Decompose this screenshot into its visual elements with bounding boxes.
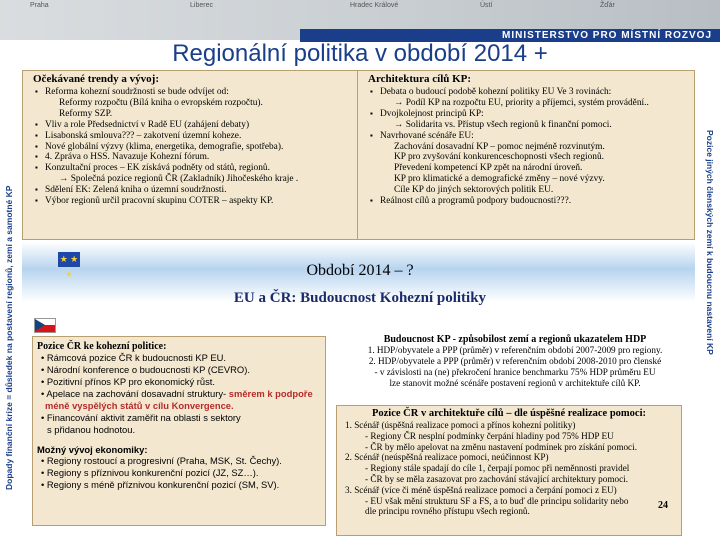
list-item: ▪ Reforma kohezní soudržnosti se bude odvíjet od: [45,87,361,98]
list-item: ▪ Dvojkolejnost principů KP: [380,109,694,120]
list-item: ▪ Výbor regionů určil pracovní skupinu COTER – aspekty KP. [45,196,361,207]
list-item: Reformy rozpočtu (Bílá kniha o evropském rozpočtu). [59,97,263,108]
period-title: Období 2014 – ? [306,262,414,279]
list-item: • Pozitivní přínos KP pro ekonomický růst. [41,376,216,387]
right-side-caption: Pozice jiných členských zemí k budoucnu nastavení KP [705,130,715,355]
left-side-caption: Dopady finanční krize = důsledek na postavení regionů, zemí a samotné KP [4,185,14,490]
list-item: ▪ Lisabonská smlouva??? – zakotvení územní koheze. [45,131,361,142]
list-item: ▪ Konzultační proces – EK získává podněty od států, regionů. [45,163,361,174]
list-item: ▪ Debata o budoucí podobě kohezní politiky EU Ve 3 rovinách: [380,87,694,98]
list-item: • Apelace na zachování dosavadní struktury- směrem k podpoře méně vyspělých států v cílu Konvergence. [41,388,313,411]
cz-architecture-box [336,405,682,536]
text-line: 1. HDP/obyvatele a PPP (průměr) v referenčním období 2007-2009 pro regiony. [367,345,663,355]
list-item: Převedení kompetencí KP zpět na národní úroveň. [394,163,583,174]
map-label: Hradec Králové [350,2,399,9]
list-item: s přidanou hodnotou. [47,424,136,435]
eligibility-heading: Budoucnost KP - způsobilost zemí a regionů ukazatelem HDP [383,334,647,345]
list-item: • Národní konference o budoucnosti KP (CEVRO). [41,364,250,375]
list-item: Cíle KP do jiných sektorových politik EU. [394,185,554,196]
eu-flag-icon: ★ ★ ★ [59,254,79,279]
expected-trends-box [22,70,362,240]
list-item: KP pro zvyšování konkurenceschopnosti všech regionů. [394,152,605,163]
map-label: Praha [30,2,49,9]
list-item: → Podíl KP na rozpočtu EU, priority a příjemci, systém provádění.. [394,97,649,108]
text-line: 2. HDP/obyvatele a PPP (průměr) v referenčním období 2008-2010 pro členské [368,356,662,366]
list-item: • Regiony s příznivou konkurenční pozicí (JZ, SZ…). [41,467,259,478]
architecture-title: Architektura cílů KP: [368,73,472,85]
scenario-row: - Regiony ČR nesplní podmínky čerpání hladiny pod 75% HDP EU [365,430,614,441]
scenario-row: 3. Scénář (více či méně úspěšná realizace pomoci a čerpání pomoci z EU) [345,484,617,495]
map-label: Ústí [480,2,493,9]
list-item: • Rámcová pozice ČR k budoucnosti KP EU. [41,352,226,363]
scenario-row: - ČR by se měla zasazovat pro zachování stávající architektury pomoci. [365,473,629,484]
list-item: Reformy SZP. [59,108,113,119]
scenario-row: - Regiony stále spadají do cíle 1, čerpají pomoc při neměnnosti pravidel [365,463,630,474]
scenario-row: 2. Scénář (neúspěšná realizace pomoci, neúčinnost KP) [345,452,549,463]
scenario-row: dle principu rovného přístupu všech regionů. [365,506,530,517]
list-item: ▪ 4. Zpráva o HSS. Navazuje Kohezní fórum. [45,152,361,163]
list-item: • Financování aktivit zaměřit na oblasti s sektory [41,412,241,423]
list-item: ▪ Reálnost cílů a programů podpory budoucnosti???. [380,196,694,207]
list-item: ▪ Nové globální výzvy (klima, energetika, demografie, spotřeba). [45,142,361,153]
cz-position-title: Pozice ČR ke kohezní politice: [37,341,167,352]
period-subtitle: EU a ČR: Budoucnost Kohezní politiky [233,290,487,306]
scenario-row: - EU však mění strukturu SF a FS, a to buď dle principu solidarity nebo [365,495,629,506]
map-label: Liberec [190,2,213,9]
list-item: • Regiony rostoucí a progresivní (Praha, MSK, St. Čechy). [41,455,282,466]
cz-position-box [32,336,326,526]
cz-flag-icon [34,318,56,333]
page-title: Regionální politika v období 2014 + [172,40,548,67]
list-item: → Společná pozice regionů ČR (Zakladník) Jihočeského kraje . [59,174,299,185]
text-line: lze stanovit možné scénáře postavení regionů v architektuře cílů KP. [389,378,641,388]
list-item: • Regiony s méně příznivou konkurenční pozicí (SM, SV). [41,479,280,490]
economy-title: Možný vývoj ekonomiky: [37,444,148,455]
ministry-bar: MINISTERSTVO PRO MÍSTNÍ ROZVOJ [300,29,720,42]
text-line: - v závislosti na (ne) překročení hranice benchmarku 75% HDP průměru EU [374,367,656,377]
list-item: ▪ Navrhované scénáře EU: [380,131,694,142]
list-item: Zachování dosavadní KP – pomoc nejméně rozvinutým. [394,141,605,152]
list-item: ▪ Vliv a role Předsednictví v Radě EU (zahájení debaty) [45,120,361,131]
scenario-row: - ČR by mělo apelovat na změnu nastavení podmínek pro získání pomoci. [365,441,637,452]
map-label: Žďár [600,2,615,9]
page-number: 24 [658,500,668,511]
architecture-box [357,70,695,240]
list-item: ▪ Sdělení EK: Zelená kniha o územní soudržnosti. [45,185,361,196]
eligibility-block [332,334,698,389]
expected-trends-title: Očekávané trendy a vývoj: [33,73,159,85]
scenario-row: 1. Scénář (úspěšná realizace pomoci a přínos kohezní politiky) [345,420,576,430]
list-item: KP pro klimatické a demografické změny – nové výzvy. [394,174,605,185]
list-item: → Solidarita vs. Přístup všech regionů k finanční pomoci. [394,119,612,130]
cz-architecture-title: Pozice ČR v architektuře cílů – dle úspěšné realizace pomoci: [371,408,646,419]
highlight-text: směrem k podpoře méně vyspělých států v cílu Konvergence. [45,388,313,411]
